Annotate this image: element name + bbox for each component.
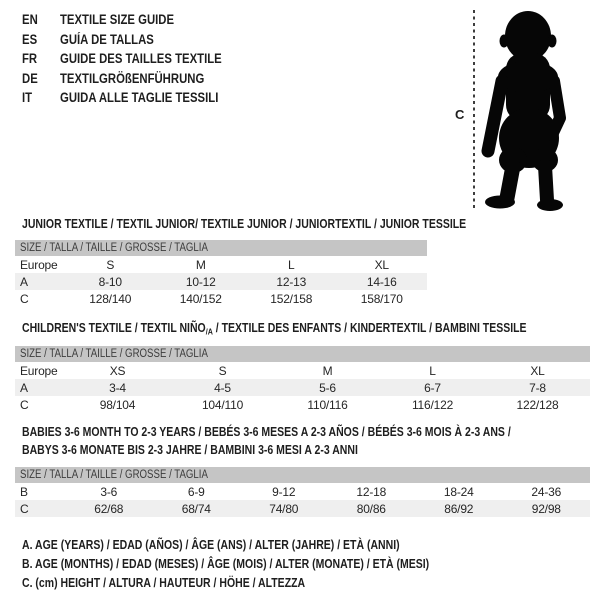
language-row-it	[22, 88, 253, 108]
row-label: C	[20, 397, 29, 412]
table-row	[15, 483, 590, 500]
table-cell: 80/86	[356, 501, 386, 516]
table-cell: 98/104	[99, 397, 136, 412]
table-row	[15, 396, 590, 413]
table-cell: XL	[374, 257, 389, 272]
language-title: TEXTILE SIZE GUIDE	[60, 12, 175, 28]
height-marker-label: C	[455, 107, 465, 122]
size-header-bar: SIZE / TALLA / TAILLE / GRÖSSE / TAGLIA	[15, 346, 590, 362]
children-size-table	[15, 346, 590, 413]
table-row	[15, 290, 427, 307]
table-row	[15, 362, 590, 379]
table-cell: 7-8	[529, 380, 546, 395]
table-cell: 158/170	[360, 291, 403, 306]
babies-section-title: BABIES 3-6 MONTH TO 2-3 YEARS / BEBÉS 3-6 MESES A 2-3 AÑOS / BÉBÉS 3-6 MOIS À 2-3 ANS / BABYS 3-6 MONATE BIS 2-3 JAHRE / BAMBINI 3-6 MESI A 2-3 ANNI	[22, 425, 511, 457]
size-header-bar: SIZE / TALLA / TAILLE / GRÖSSE / TAGLIA	[15, 240, 427, 256]
table-cell: 3-4	[109, 380, 126, 395]
language-title: TEXTILGRÖßENFÜHRUNG	[60, 70, 205, 86]
table-cell: 9-12	[272, 484, 296, 499]
junior-size-table	[15, 240, 427, 307]
junior-section-title: JUNIOR TEXTILE / TEXTIL JUNIOR/ TEXTILE JUNIOR / JUNIORTEXTIL / JUNIOR TESSILE	[22, 217, 467, 231]
table-cell: 92/98	[531, 501, 561, 516]
language-code: ES	[22, 31, 38, 47]
language-title: GUIDE DES TAILLES TEXTILE	[60, 51, 222, 67]
table-row	[15, 500, 590, 517]
footnotes-block	[22, 536, 507, 593]
table-cell: L	[288, 257, 295, 272]
table-cell: 14-16	[366, 274, 397, 289]
table-cell: 3-6	[100, 484, 118, 499]
table-cell: 10-12	[185, 274, 216, 289]
language-row-en	[22, 10, 253, 30]
language-code: FR	[22, 51, 38, 67]
children-section-title: CHILDREN'S TEXTILE / TEXTIL $NIÑO_{/A}$ / TEXTILE DES ENFANTS / KINDERTEXTIL / BAMBINI TESSILE	[22, 321, 527, 337]
language-title: GUÍA DE TALLAS	[60, 31, 154, 47]
language-row-es	[22, 30, 253, 50]
nino-a-subscript: /A	[205, 326, 213, 337]
table-cell: M	[195, 257, 206, 272]
table-cell: 5-6	[319, 380, 336, 395]
row-label: A	[20, 274, 28, 289]
table-cell: 24-36	[531, 484, 562, 499]
table-cell: 6-7	[424, 380, 441, 395]
table-cell: XS	[109, 363, 126, 378]
footnote-a: A. AGE (YEARS) / EDAD (AÑOS) / ÂGE (ANS) / ALTER (JAHRE) / ETÀ (ANNI)	[22, 538, 400, 552]
toddler-silhouette-icon	[450, 3, 575, 215]
language-code: EN	[22, 12, 38, 28]
table-cell: S	[106, 257, 115, 272]
table-cell: 140/152	[179, 291, 222, 306]
row-label: A	[20, 380, 28, 395]
language-title: GUIDA ALLE TAGLIE TESSILI	[60, 90, 219, 106]
row-label: C	[20, 291, 29, 306]
row-label: B	[20, 484, 28, 499]
table-row	[15, 256, 427, 273]
table-cell: 68/74	[181, 501, 211, 516]
language-code: IT	[22, 90, 33, 106]
table-cell: 104/110	[201, 397, 244, 412]
table-cell: 12-18	[356, 484, 387, 499]
table-cell: 86/92	[444, 501, 474, 516]
table-cell: S	[218, 363, 227, 378]
language-title-block	[22, 10, 253, 108]
table-cell: 116/122	[411, 397, 454, 412]
table-cell: 62/68	[94, 501, 124, 516]
row-label: Europe	[20, 363, 58, 378]
table-cell: 6-9	[187, 484, 205, 499]
table-cell: 8-10	[98, 274, 122, 289]
babies-size-table	[15, 467, 590, 517]
footnote-c: C. (cm) HEIGHT / ALTURA / HAUTEUR / HÖHE / ALTEZZA	[22, 576, 306, 590]
row-label: Europe	[20, 257, 58, 272]
language-row-fr	[22, 49, 253, 69]
table-cell: 152/158	[270, 291, 313, 306]
size-header-bar: SIZE / TALLA / TAILLE / GRÖSSE / TAGLIA	[15, 467, 590, 483]
table-cell: M	[322, 363, 333, 378]
language-row-de	[22, 69, 253, 89]
row-label: C	[20, 501, 29, 516]
table-cell: L	[429, 363, 436, 378]
table-cell: 4-5	[214, 380, 231, 395]
table-row	[15, 379, 590, 396]
footnote-b: B. AGE (MONTHS) / EDAD (MESES) / ÂGE (MOIS) / ALTER (MONATE) / ETÀ (MESI)	[22, 557, 430, 571]
table-cell: 74/80	[269, 501, 299, 516]
table-row	[15, 273, 427, 290]
table-cell: 12-13	[276, 274, 307, 289]
table-cell: 18-24	[443, 484, 474, 499]
table-cell: 122/128	[516, 397, 559, 412]
language-code: DE	[22, 70, 38, 86]
table-cell: XL	[530, 363, 545, 378]
table-cell: 110/116	[307, 397, 348, 412]
table-cell: 128/140	[89, 291, 132, 306]
